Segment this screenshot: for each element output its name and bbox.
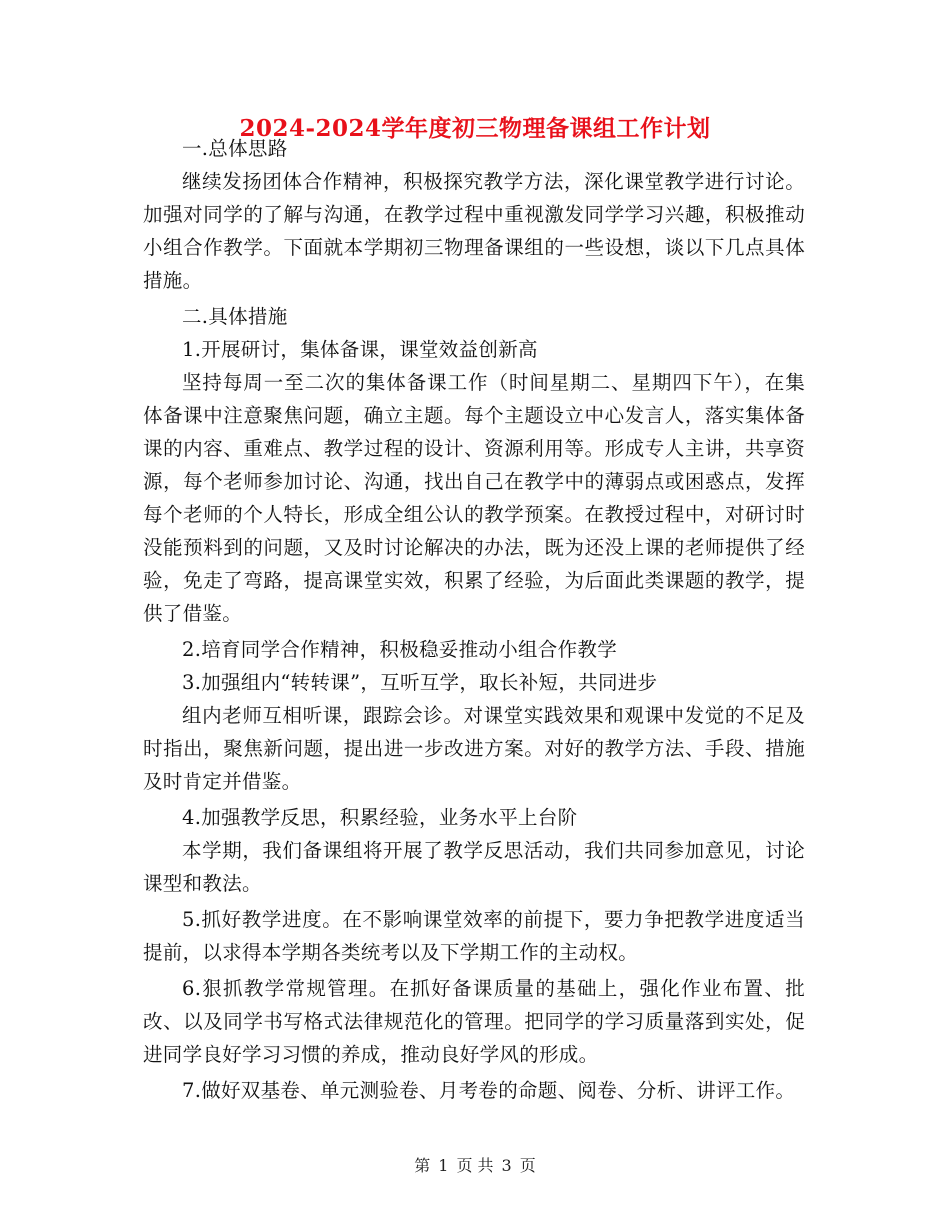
document-body: [143, 132, 805, 1110]
footer-suffix: 页: [519, 1156, 536, 1175]
paragraph: 6.狠抓教学常规管理。在抓好备课质量的基础上，强化作业布置、批改、以及同学书写格式法律规范化的管理。把同学的学习质量落到实处，促进同学良好学习习惯的养成，推动良好学风的形成。: [143, 977, 805, 1066]
page-footer: [0, 1153, 950, 1176]
paragraph: 7.做好双基卷、单元测验卷、月考卷的命题、阅卷、分析、讲评工作。: [182, 1079, 796, 1102]
paragraph: 组内老师互相听课，跟踪会诊。对课堂实践效果和观课中发觉的不足及时指出，聚焦新问题，提出进一步改进方案。对好的教学方法、手段、措施及时肯定并借鉴。: [143, 704, 805, 793]
subheading: 4.加强教学反思，积累经验，业务水平上台阶: [182, 806, 578, 829]
subheading: 3.加强组内“转转课”，互听互学，取长补短，共同进步: [182, 671, 658, 694]
footer-total-pages: 3: [501, 1156, 512, 1175]
section-heading: 一.总体思路: [182, 137, 288, 160]
paragraph: 坚持每周一至二次的集体备课工作（时间星期二、星期四下午），在集体备课中注意聚焦问题，确立主题。每个主题设立中心发言人，落实集体备课的内容、重难点、教学过程的设计、资源利用等。形成专人主讲，共享资源，每个老师参加讨论、沟通，找出自己在教学中的薄弱点或困惑点，发挥每个老师的个人特长，形成全组公认的教学预案。在教授过程中，对研讨时没能预料到的问题，又及时讨论解决的办法，既为还没上课的老师提供了经验，免走了弯路，提高课堂实效，积累了经验，为后面此类课题的教学，提供了借鉴。: [143, 371, 805, 625]
paragraph: 继续发扬团体合作精神，积极探究教学方法，深化课堂教学进行讨论。加强对同学的了解与沟通，在教学过程中重视激发同学学习兴趣，积极推动小组合作教学。下面就本学期初三物理备课组的一些设想，谈以下几点具体措施。: [143, 170, 805, 292]
footer-middle: 页 共: [456, 1156, 494, 1175]
paragraph: 5.抓好教学进度。在不影响课堂效率的前提下，要力争把教学进度适当提前，以求得本学期各类统考以及下学期工作的主动权。: [143, 908, 805, 964]
footer-page-number: 1: [438, 1156, 449, 1175]
document-title: 2024-2024学年度初三物理备课组工作计划: [239, 115, 711, 142]
footer-prefix: 第: [414, 1156, 431, 1175]
subheading: 1.开展研讨，集体备课，课堂效益创新高: [182, 338, 538, 361]
subheading: 2.培育同学合作精神，积极稳妥推动小组合作教学: [182, 638, 618, 661]
paragraph: 本学期，我们备课组将开展了教学反思活动，我们共同参加意见，讨论课型和教法。: [143, 839, 805, 895]
section-heading: 二.具体措施: [182, 305, 288, 328]
